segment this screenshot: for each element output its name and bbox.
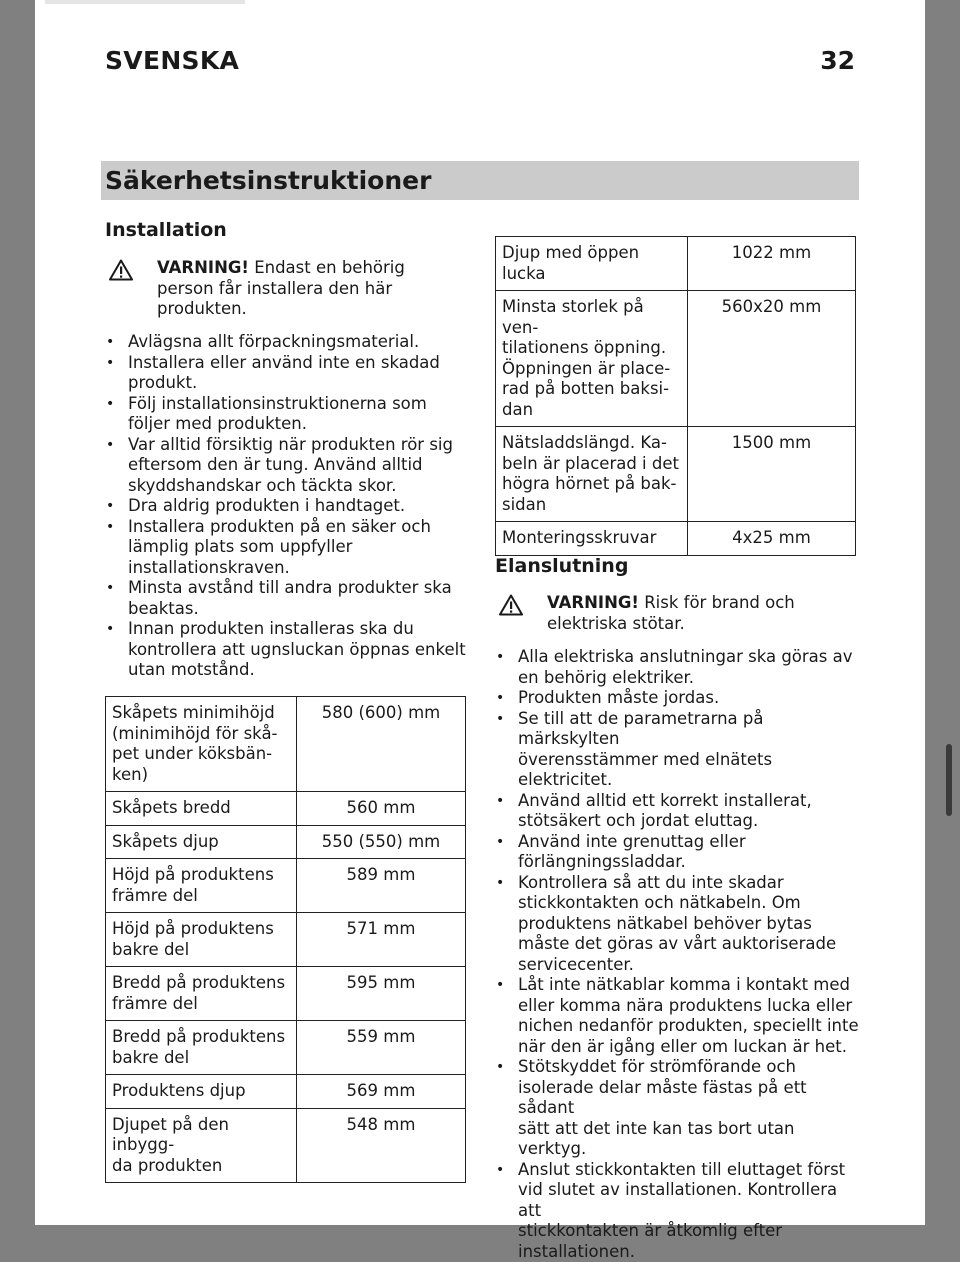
list-item: • Avlägsna allt förpackningsmaterial. [105,332,470,353]
table-cell-label: Skåpets bredd [106,792,297,826]
table-cell-value: 550 (550) mm [297,825,466,859]
list-item: • Använd alltid ett korrekt installerat, stötsäkert och jordat eluttag. [495,791,860,832]
table-cell-value: 4x25 mm [688,522,856,556]
table-cell-value: 1500 mm [688,427,856,522]
table-cell-value: 560x20 mm [688,291,856,427]
warning-triangle-icon [499,594,523,622]
table-cell-label: Bredd på produktens främre del [106,967,297,1021]
table-cell-label: Skåpets djup [106,825,297,859]
list-item: • Installera eller använd inte en skadad produkt. [105,353,470,394]
manual-page [35,0,925,1225]
header-language: SVENSKA [105,46,239,75]
table-cell-value: 569 mm [297,1075,466,1109]
table-row [106,1075,466,1109]
table-row [106,1021,466,1075]
list-item: • Innan produkten installeras ska du kontrollera att ugnsluckan öppnas enkelt utan motstånd. [105,619,470,681]
table-cell-label: Höjd på produktens bakre del [106,913,297,967]
installation-heading: Installation [105,219,227,241]
dimensions-table-right [495,236,856,556]
table-cell-value: 580 (600) mm [297,697,466,792]
table-row [106,913,466,967]
list-item: • Installera produkten på en säker och lämplig plats som uppfyller installationskraven. [105,517,470,579]
table-cell-value: 548 mm [297,1108,466,1183]
table-row [496,291,856,427]
warning-line: elektriska stötar. [547,614,860,635]
list-item: • Produkten måste jordas. [495,688,860,709]
list-item: • Dra aldrig produkten i handtaget. [105,496,470,517]
list-item: • Låt inte nätkablar komma i kontakt med eller komma nära produktens lucka eller nichen nedanför produkten, speciellt inte när den är igång eller om luckan är het. [495,975,860,1057]
electrical-warning [495,593,860,634]
table-cell-value: 595 mm [297,967,466,1021]
list-item: • Se till att de parametrarna på märkskylten överensstämmer med elnätets elektricitet. [495,709,860,791]
table-cell-value: 1022 mm [688,237,856,291]
table-cell-label: Nätsladdslängd. Ka- beln är placerad i det högra hörnet på bak- sidan [496,427,688,522]
list-item: • Var alltid försiktig när produkten rör sig eftersom den är tung. Använd alltid skyddshandskar och täckta skor. [105,435,470,497]
table-cell-label: Bredd på produktens bakre del [106,1021,297,1075]
table-cell-label: Produktens djup [106,1075,297,1109]
installation-bullets [105,332,470,681]
table-cell-label: Djupet på den inbygg- da produkten [106,1108,297,1183]
table-row [106,967,466,1021]
electrical-bullets [495,647,860,1262]
list-item: • Använd inte grenuttag eller förlängningssladdar. [495,832,860,873]
section-banner [101,161,859,200]
scrollbar-thumb[interactable] [946,744,952,816]
table-row [496,427,856,522]
page-number: 32 [820,46,855,75]
warning-label: VARNING! [157,258,249,277]
section-title: Säkerhetsinstruktioner [105,166,431,195]
table-row [106,792,466,826]
list-item: • Stötskyddet för strömförande och isolerade delar måste fästas på ett sådant sätt att det inte kan tas bort utan verktyg. [495,1057,860,1160]
warning-line: Endast en behörig [254,258,405,277]
top-strip [45,0,245,4]
table-row [496,522,856,556]
list-item: • Anslut stickkontakten till eluttaget först vid slutet av installationen. Kontrollera att stickkontakten är åtkomlig efter installationen. [495,1160,860,1262]
table-cell-label: Höjd på produktens främre del [106,859,297,913]
dimensions-table-left [105,696,466,1183]
table-cell-label: Djup med öppen lucka [496,237,688,291]
table-row [106,825,466,859]
list-item: • Följ installationsinstruktionerna som följer med produkten. [105,394,470,435]
warning-label: VARNING! [547,593,639,612]
table-cell-label: Skåpets minimihöjd (minimihöjd för skå- pet under köksbän- ken) [106,697,297,792]
list-item: • Kontrollera så att du inte skadar stickkontakten och nätkabeln. Om produktens nätkabel behöver bytas måste det göras av vårt auktoriserade servicecenter. [495,873,860,976]
list-item: • Minsta avstånd till andra produkter ska beaktas. [105,578,470,619]
warning-line: person får installera den här [157,279,470,300]
table-cell-label: Monteringsskruvar [496,522,688,556]
table-cell-label: Minsta storlek på ven- tilationens öppning. Öppningen är place- rad på botten baksi- dan [496,291,688,427]
warning-triangle-icon [109,259,133,287]
table-row [106,859,466,913]
table-row [106,1108,466,1183]
table-row [106,697,466,792]
list-item: • Alla elektriska anslutningar ska göras av en behörig elektriker. [495,647,860,688]
table-cell-value: 571 mm [297,913,466,967]
electrical-heading: Elanslutning [495,555,628,577]
warning-line: Risk för brand och [644,593,795,612]
table-row [496,237,856,291]
table-cell-value: 559 mm [297,1021,466,1075]
table-cell-value: 560 mm [297,792,466,826]
table-cell-value: 589 mm [297,859,466,913]
warning-line: produkten. [157,299,470,320]
installation-warning [105,258,470,320]
